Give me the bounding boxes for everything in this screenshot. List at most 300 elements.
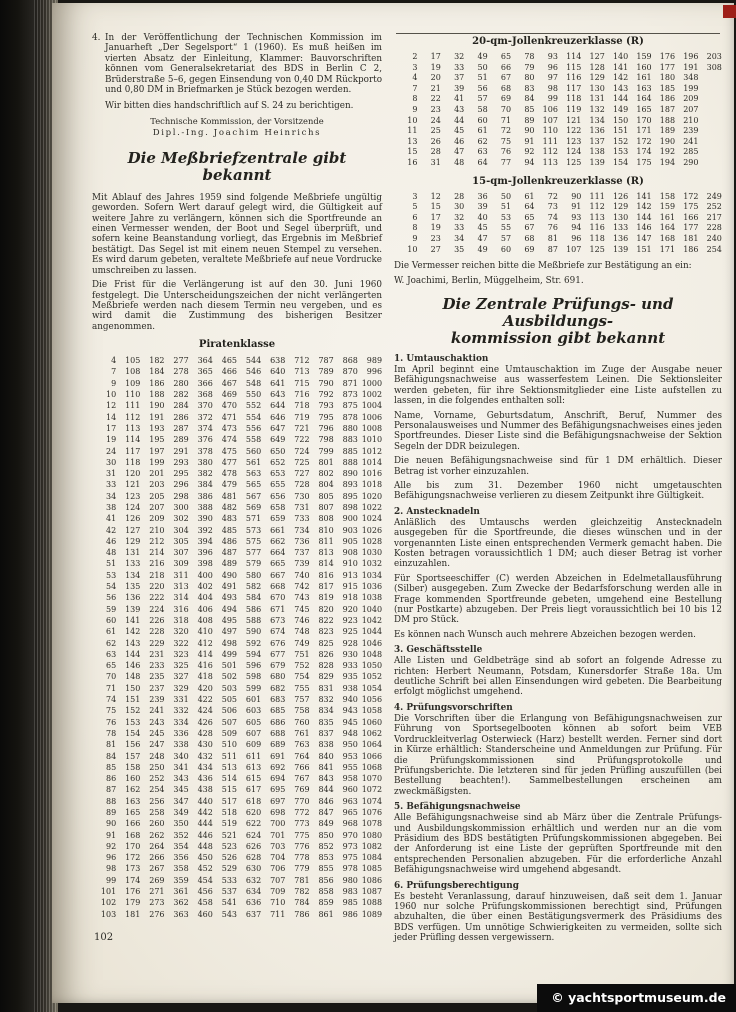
table-cell: 494 [221, 604, 238, 614]
table-cell: 118 [589, 233, 605, 243]
table-row [92, 649, 382, 660]
table-cell: 422 [197, 695, 213, 705]
table-cell: 203 [706, 52, 722, 61]
table-cell: 17 [430, 52, 441, 61]
table-cell: 323 [173, 649, 189, 659]
table-cell: 114 [566, 52, 582, 61]
red-corner-mark [723, 5, 736, 18]
section-heading: 4. Prüfungsvorschriften [394, 702, 513, 713]
table-cell: 454 [197, 875, 213, 885]
table-cell: 214 [149, 548, 165, 558]
table-cell: 197 [149, 446, 165, 456]
table-cell: 668 [270, 582, 286, 592]
table-cell: 180 [659, 73, 676, 83]
table-cell: 71 [105, 683, 117, 693]
table-cell: 499 [221, 649, 238, 659]
table-cell: 556 [245, 423, 262, 433]
table-cell: 434 [197, 762, 213, 772]
table-cell: 695 [270, 785, 286, 795]
table-cell: 286 [173, 412, 189, 422]
table-cell: 715 [294, 378, 310, 388]
table-cell: 38 [105, 502, 117, 512]
table-cell: 92 [524, 147, 535, 157]
table-cell: 620 [245, 808, 262, 817]
table-cell: 13 [407, 136, 418, 146]
table-cell: 737 [294, 548, 310, 558]
table-cell: 764 [294, 751, 310, 761]
table-cell: 742 [294, 582, 310, 592]
table-cell: 6 [412, 212, 418, 222]
table-cell: 838 [318, 740, 334, 750]
table-cell: 2 [412, 52, 418, 61]
table-cell: 322 [173, 638, 189, 648]
table-cell: 577 [245, 548, 262, 558]
table-cell: 79 [524, 62, 535, 72]
table-cell: 571 [245, 514, 262, 524]
table-cell: 722 [294, 435, 310, 445]
table-cell: 671 [270, 604, 286, 614]
table-cell: 284 [173, 401, 189, 411]
table-cell: 67 [524, 223, 535, 233]
page-number: 102 [94, 931, 114, 943]
table-cell: 920 [342, 604, 358, 614]
table-cell: 686 [270, 717, 286, 727]
table-cell: 883 [342, 435, 358, 445]
table-row [92, 400, 382, 411]
table-cell: 42 [105, 525, 117, 535]
table-cell: 98 [105, 864, 117, 874]
table-cell: 458 [197, 898, 213, 908]
table-cell: 1064 [361, 740, 383, 750]
table-row [92, 366, 382, 377]
table-cell: 786 [294, 909, 310, 919]
table-cell: 12 [105, 401, 117, 411]
correction-body: In der Veröffentlichung der Technischen Kommission im Januarheft „Der Segelsport“ 1 (1960). Es muß heißen im vierten Absatz der Einleitung, Klammer: Bauvorschriften können vom Generalsekretariat des BDS in Berlin C 2, Brüderstraße 5–6, gegen Einsendung von 0,40 DM Rückporto und 0,80 DM in Briefmarken je Stück bezogen werden. [105, 33, 382, 96]
table-cell: 596 [245, 661, 262, 671]
table-cell: 120 [125, 469, 141, 479]
table-cell: 658 [270, 502, 286, 512]
table-cell: 112 [125, 412, 141, 422]
table-cell: 647 [270, 423, 286, 433]
section-paragraph: Alle Befähigungsnachweise sind ab März über die Zentrale Prüfungs- und Ausbildungskommission erhältlich und werden nur an die vom Präsidium des BDS bestätigten Prüfungskommissionen abgegeben. Bei der Anforderung ist eine Liste der geprüften Sportfreunde mit den entsprechenden Personalien abzugeben. Für die erforderliche Anzahl Befähigungsnachweise wird umgehend abgesandt. [394, 813, 722, 876]
table-cell: 142 [636, 202, 652, 212]
table-cell: 121 [125, 480, 141, 490]
table-cell: 955 [342, 762, 358, 772]
table-cell: 49 [477, 52, 488, 61]
table-cell: 470 [221, 401, 238, 411]
table-cell: 243 [149, 717, 165, 727]
table-cell: 241 [149, 706, 165, 716]
table-cell: 689 [270, 740, 286, 750]
table-cell: 110 [125, 390, 141, 400]
table-cell: 871 [342, 378, 358, 388]
table-cell: 150 [612, 115, 629, 125]
table-cell: 617 [245, 785, 262, 795]
table-cell: 752 [294, 661, 310, 671]
table-cell: 298 [173, 491, 189, 501]
table-cell: 925 [342, 627, 358, 637]
table-cell: 483 [221, 514, 238, 524]
table-cell: 96 [547, 62, 558, 72]
table-row [92, 705, 382, 716]
table-cell: 953 [342, 751, 358, 761]
table-row [92, 739, 382, 750]
table-cell: 603 [245, 706, 262, 716]
table-cell: 50 [500, 191, 512, 201]
table-cell: 85 [105, 762, 117, 772]
table-cell: 1054 [361, 683, 383, 693]
table-cell: 19 [430, 223, 441, 233]
table-cell: 537 [221, 887, 238, 897]
table-cell: 943 [342, 706, 358, 716]
table-cell: 99 [105, 875, 117, 885]
table-cell: 83 [524, 83, 535, 93]
table-cell: 172 [636, 136, 652, 146]
table-cell: 15 [407, 147, 418, 157]
table-cell: 39 [454, 83, 465, 93]
table-row [92, 796, 382, 807]
table-cell: 157 [125, 751, 141, 761]
table-cell: 1002 [361, 390, 383, 400]
table-cell: 194 [659, 157, 676, 167]
table-cell: 37 [454, 73, 465, 83]
table-cell: 1078 [361, 819, 383, 829]
table-row [92, 694, 382, 705]
table-cell: 618 [245, 796, 262, 806]
table-cell: 710 [270, 898, 286, 908]
table-row [92, 807, 382, 818]
table-cell: 51 [105, 559, 117, 569]
table-cell: 560 [245, 446, 262, 456]
table-cell: 128 [589, 62, 605, 72]
table-cell: 69 [500, 94, 512, 104]
table-cell: 34 [454, 233, 465, 243]
table-cell: 136 [125, 593, 141, 603]
table-cell: 23 [430, 104, 441, 114]
table-cell: 77 [500, 157, 512, 167]
table-cell [698, 137, 721, 148]
table-cell: 567 [245, 491, 262, 501]
table-cell: 124 [566, 147, 582, 157]
table-cell: 252 [706, 202, 722, 212]
table-cell: 90 [524, 126, 535, 136]
table-cell: 868 [342, 356, 358, 366]
table-row [92, 841, 382, 852]
table-cell: 584 [245, 593, 262, 603]
table-cell: 43 [454, 104, 465, 114]
table-cell: 90 [571, 191, 582, 201]
table-cell: 313 [173, 582, 189, 592]
table-cell: 847 [318, 808, 334, 817]
table-cell: 350 [173, 819, 189, 829]
table-cell: 16 [407, 157, 418, 167]
table-cell: 365 [197, 367, 213, 377]
table-cell: 217 [706, 212, 722, 222]
table-cell: 843 [318, 774, 334, 784]
table-cell: 796 [318, 423, 334, 433]
table-cell: 65 [105, 661, 117, 671]
pruefung-heading-line1: Die Zentrale Prüfungs- und Ausbildungs- [442, 294, 674, 330]
table-cell: 4 [111, 356, 117, 366]
right-column [394, 33, 722, 1003]
table-cell: 915 [342, 582, 358, 592]
table-cell: 481 [221, 491, 238, 501]
table-cell: 692 [270, 762, 286, 772]
table-cell: 84 [524, 94, 535, 104]
table-cell: 420 [197, 683, 213, 693]
table-row [92, 784, 382, 795]
table-cell: 757 [294, 695, 310, 705]
table-cell: 700 [270, 819, 286, 829]
table-cell: 655 [270, 480, 286, 490]
table-cell: 1056 [361, 695, 383, 705]
table-cell: 372 [197, 412, 213, 422]
table-cell: 158 [125, 762, 141, 772]
table-cell: 905 [342, 536, 358, 546]
table-cell: 126 [612, 191, 629, 201]
table-cell: 44 [454, 115, 465, 125]
table-row [394, 94, 722, 105]
table-cell: 1040 [361, 604, 383, 614]
table-cell: 71 [500, 115, 512, 125]
table-cell: 159 [636, 52, 652, 61]
table-row [92, 909, 382, 920]
table-cell: 165 [636, 104, 652, 114]
table-cell: 17 [105, 423, 117, 433]
table-cell: 170 [636, 115, 652, 125]
watermark-badge: © yachtsportmuseum.de [537, 984, 736, 1012]
table-cell: 116 [589, 223, 605, 233]
table-cell: 825 [318, 638, 334, 648]
messbrief-paragraph-2: Die Frist für die Verlängerung ist auf den 30. Juni 1960 festgelegt. Die Unterscheidungszeichen der nicht verlängerten Meßbriefe werden nach diesem Termin neu vergeben, und es wird damit die Zustimmung des bisherigen Besitzer angenommen. [92, 280, 382, 332]
table-cell: 9 [412, 104, 418, 114]
table-cell: 903 [342, 525, 358, 535]
table-cell: 74 [105, 695, 117, 705]
table-row [92, 457, 382, 468]
table-cell [698, 158, 721, 169]
table-cell: 10 [407, 244, 418, 254]
table-cell: 853 [318, 853, 334, 863]
table-cell: 900 [342, 514, 358, 524]
section-paragraph: Alle Listen und Geldbeträge sind ab sofort an folgende Adresse zu richten: Herbert Neumann, Potsdam, Kunersdorfer Straße 18a. Um deutliche Schrift bei allen Einsendungen wird gebeten. Die Bearbeitung erfolgt möglichst umgehend. [394, 656, 722, 698]
table-cell: 174 [636, 147, 652, 157]
table-cell: 46 [454, 136, 465, 146]
table-cell: 870 [342, 367, 358, 377]
table-cell: 718 [294, 401, 310, 411]
table-cell: 529 [221, 864, 238, 874]
table-cell: 271 [149, 887, 165, 897]
table-cell: 819 [318, 593, 334, 603]
table-cell: 352 [173, 830, 189, 840]
table-cell: 142 [612, 73, 629, 83]
table-cell: 501 [221, 661, 238, 671]
table-cell: 119 [566, 104, 582, 114]
table-row [92, 728, 382, 739]
table-cell: 798 [318, 435, 334, 445]
table-cell: 188 [149, 390, 165, 400]
table-cell: 31 [105, 469, 117, 479]
table-cell: 3 [412, 191, 418, 201]
table-cell: 33 [454, 223, 465, 233]
table-cell: 486 [221, 536, 238, 546]
table-cell: 592 [245, 638, 262, 648]
table-cell: 40 [477, 212, 488, 222]
table-cell: 1010 [361, 435, 383, 445]
table-cell: 364 [197, 356, 213, 366]
table-cell: 1018 [361, 480, 383, 490]
table-cell: 487 [221, 548, 238, 558]
table-cell: 763 [294, 740, 310, 750]
table-cell: 1026 [361, 525, 383, 535]
table-cell: 168 [125, 830, 141, 840]
table-cell: 107 [566, 244, 582, 254]
table-cell: 615 [245, 774, 262, 784]
table-cell: 332 [173, 706, 189, 716]
table-cell: 802 [318, 469, 334, 479]
section-paragraph: Im April beginnt eine Umtauschaktion im Zuge der Ausgabe neuer Befähigungsnachweise aus wasserfestem Leinen. Die Sektionsleiter werden gebeten, für ihre Sektionsmitglieder eine Liste aufstellen zu lassen, in die folgendes enthalten soll: [394, 364, 722, 407]
table-cell: 78 [524, 52, 535, 61]
table-cell: 39 [477, 202, 488, 212]
table-cell: 21 [430, 83, 441, 93]
table-row [92, 660, 382, 671]
table-cell: 220 [149, 582, 165, 592]
table-cell: 497 [221, 627, 238, 637]
table-cell: 709 [270, 887, 286, 897]
table-cell: 105 [125, 356, 141, 366]
table-cell: 416 [197, 661, 213, 671]
table-cell: 716 [294, 390, 310, 400]
table-cell: 171 [659, 244, 676, 254]
table-cell: 918 [342, 593, 358, 603]
table-cell: 51 [500, 202, 512, 212]
table-cell: 495 [221, 615, 238, 625]
table-cell: 73 [547, 202, 558, 212]
table-cell: 45 [477, 223, 488, 233]
table-cell: 712 [294, 356, 310, 366]
table-cell: 514 [221, 774, 238, 784]
table-cell: 611 [245, 751, 262, 761]
table-cell: 814 [318, 559, 334, 569]
table-cell: 239 [683, 126, 699, 136]
table-cell: 249 [706, 191, 722, 201]
table-cell: 605 [245, 717, 262, 727]
table-cell: 96 [105, 853, 117, 863]
table-cell: 761 [294, 728, 310, 738]
table-row [92, 886, 382, 897]
table-row [92, 671, 382, 682]
correction-item-number: 4. [92, 33, 101, 43]
table-cell: 1006 [361, 412, 383, 422]
table-cell: 354 [173, 841, 189, 851]
table-cell: 563 [245, 469, 262, 479]
jolle20-heading: 20-qm-Jollenkreuzerklasse (R) [472, 36, 644, 47]
table-row [92, 897, 382, 908]
table-row [394, 158, 722, 169]
table-cell: 811 [318, 536, 334, 546]
table-cell: 478 [221, 469, 238, 479]
table-cell: 191 [683, 62, 699, 72]
table-row [92, 592, 382, 603]
table-cell: 75 [105, 706, 117, 716]
table-cell: 1020 [361, 491, 383, 501]
table-cell: 1089 [361, 909, 383, 919]
table-cell: 996 [366, 367, 383, 377]
table-cell: 938 [342, 683, 358, 693]
table-cell: 164 [636, 94, 652, 104]
table-cell: 790 [318, 378, 334, 388]
table-cell: 47 [454, 147, 465, 157]
table-cell: 7 [412, 83, 418, 93]
table-row [92, 558, 382, 569]
table-cell: 76 [500, 147, 512, 157]
section-heading: 1. Umtauschaktion [394, 353, 489, 364]
table-cell: 269 [149, 875, 165, 885]
table-cell: 674 [270, 627, 286, 637]
table-cell: 17 [430, 212, 441, 222]
table-cell: 33 [105, 480, 117, 490]
table-cell: 130 [612, 212, 629, 222]
table-cell: 965 [342, 808, 358, 817]
table-cell: 466 [221, 367, 238, 377]
table-cell: 172 [125, 853, 141, 863]
table-cell: 252 [149, 774, 165, 784]
table-cell: 144 [612, 94, 629, 104]
table-cell: 60 [500, 244, 512, 254]
table-cell: 216 [149, 559, 165, 569]
table-cell: 432 [197, 751, 213, 761]
table-cell: 153 [612, 147, 629, 157]
correction-addendum: Wir bitten dies handschriftlich auf S. 24 zu berichtigen. [105, 101, 354, 112]
table-cell: 760 [294, 717, 310, 727]
table-cell: 229 [149, 638, 165, 648]
table-cell: 125 [589, 244, 605, 254]
table-cell: 573 [245, 525, 262, 535]
table-cell: 676 [270, 638, 286, 648]
table-cell: 56 [477, 83, 488, 93]
table-cell: 264 [149, 841, 165, 851]
table-cell: 314 [173, 593, 189, 603]
table-cell [698, 105, 721, 116]
table-cell: 933 [342, 661, 358, 671]
table-cell: 622 [245, 819, 262, 829]
table-cell: 99 [547, 94, 558, 104]
table-cell: 182 [149, 356, 165, 366]
table-cell: 27 [430, 244, 441, 254]
table-row [394, 202, 722, 213]
table-cell: 31 [430, 157, 441, 167]
table-cell: 109 [125, 378, 141, 388]
table-cell: 151 [125, 695, 141, 705]
table-cell: 103 [100, 909, 117, 919]
table-cell: 88 [105, 796, 117, 806]
table-cell: 10 [105, 390, 117, 400]
table-cell: 207 [149, 502, 165, 512]
table-cell: 160 [125, 774, 141, 784]
table-cell: 81 [105, 740, 117, 750]
table-cell: 550 [245, 390, 262, 400]
table-cell: 408 [197, 615, 213, 625]
table-cell: 258 [149, 808, 165, 817]
table-cell: 24 [105, 446, 117, 456]
table-cell: 64 [524, 202, 535, 212]
table-cell: 166 [125, 819, 141, 829]
table-row [394, 192, 722, 203]
table-cell: 519 [221, 819, 238, 829]
table-cell: 65 [524, 212, 535, 222]
table-cell: 452 [197, 864, 213, 874]
table-cell: 799 [318, 446, 334, 456]
table-cell: 282 [173, 390, 189, 400]
